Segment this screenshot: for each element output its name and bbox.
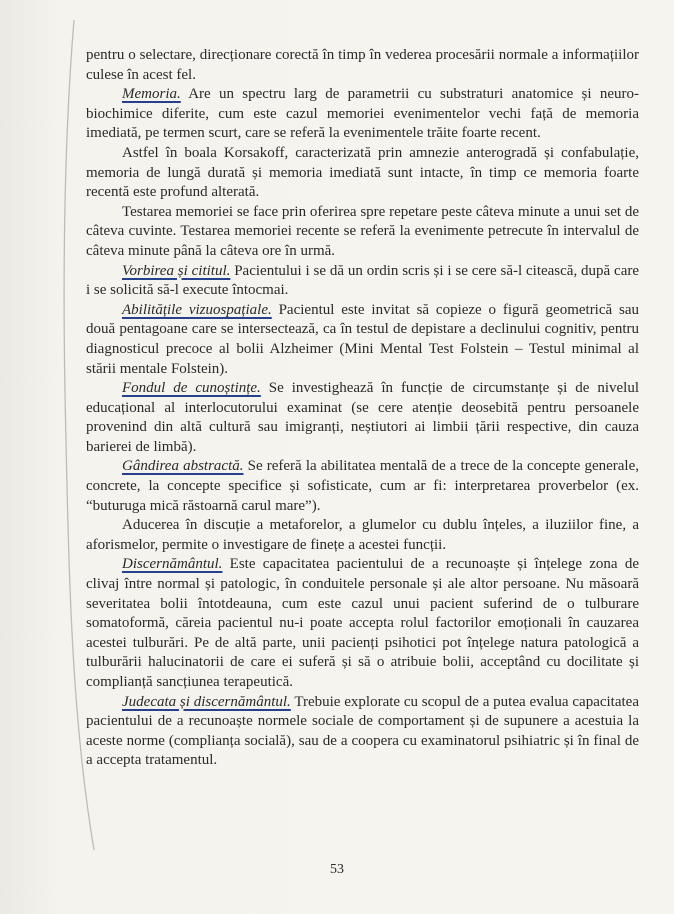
term-judecata: Judecata și discernământul.	[122, 693, 291, 710]
paragraph-gandirea	[86, 457, 639, 516]
paragraph-abilitati	[86, 301, 639, 379]
paragraph-text: Se investighează în funcție de circumstanțe și de nivelul educațional al interlocutorului examinat (se cere atenție deosebită pentru persoanele provenind din altă cultură sau imigranți, neștiutori ai limbii țării respective, din cauza barierei de limbă).	[86, 380, 639, 455]
paragraph-korsakoff	[86, 144, 639, 203]
paragraph-continuation	[86, 46, 639, 85]
paragraph-aducerea	[86, 516, 639, 555]
paragraph-text: Se referă la abilitatea mentală de a trece de la concepte generale, concrete, la concepte specifice și sofisticate, cum ar fi: interpretarea proverbelor (ex. “buturuga mică răstoarnă carul mare”).	[86, 458, 639, 514]
paragraph-text: Are un spectru larg de parametrii cu substraturi anatomice și neuro-biochimice diferite, cum este cazul memoriei evenimentelor vechi față de memoria imediată, pe termen scurt, care se referă la evenimentele trăite foarte recent.	[86, 86, 639, 142]
paragraph-text: Trebuie explorate cu scopul de a putea evalua capacitatea pacientului de a recunoaște normele sociale de comportament și de supunere a acestuia la aceste norme (complianța socială), sau de a coopera cu examinatorul psihiatric și în final de a accepta tratamentul.	[86, 693, 639, 769]
paragraph-text: Aducerea în discuție a metaforelor, a glumelor cu dublu înțeles, a iluziilor fine, a aforismelor, permite o investigare de finețe a acestei funcții.	[86, 517, 639, 553]
term-vorbirea: Vorbirea și cititul.	[122, 262, 231, 279]
term-fondul: Fondul de cunoștințe.	[122, 380, 261, 397]
paragraph-text: Pacientului i se dă un ordin scris și i se cere să-l citească, după care i se solicită să-l execute întocmai.	[86, 262, 640, 299]
term-discernamantul: Discernământul.	[122, 556, 223, 573]
term-gandirea: Gândirea abstractă.	[122, 458, 244, 475]
paragraph-text: Testarea memoriei se face prin oferirea spre repetare peste câteva minute a unui set de câteva cuvinte. Testarea memoriei recente se referă la evenimente petrecute în intervalul de câteva minute până la câteva ore în urmă.	[86, 203, 639, 259]
body-text	[86, 46, 639, 771]
paragraph-vorbirea	[86, 262, 639, 301]
term-memoria: Memoria.	[122, 86, 181, 103]
paragraph-testarea-memoriei	[86, 203, 639, 262]
paragraph-text: pentru o selectare, direcționare corectă în timp în vederea procesării normale a informațiilor culese în acest fel.	[86, 47, 639, 83]
paragraph-discernamantul	[86, 555, 639, 692]
paragraph-text: Astfel în boala Korsakoff, caracterizată prin amnezie anterogradă și confabulație, memoria de lungă durată și memoria imediată sunt intacte, în timp ce memoria foarte recentă este profund alterată.	[86, 144, 639, 201]
paragraph-text: Pacientul este invitat să copieze o figură geometrică sau două pentagoane care se intersectează, ca în testul de depistare a declinului cognitiv, pentru diagnosticul precoce al bolii Alzheimer (Mini Mental Test Folstein – Testul minimal al stării mentale Folstein).	[86, 301, 639, 377]
term-abilitati: Abilitățile vizuospațiale.	[122, 301, 272, 318]
page-number: 53	[330, 862, 344, 877]
paragraph-fondul	[86, 379, 639, 457]
paragraph-text: Este capacitatea pacientului de a recunoaște și înțelege zona de clivaj între normal și patologic, în conduitele personale și ale altor persoane. Nu măsoară severitatea bolii întotdeauna, cum este cazul unui pacient suferind de o tulburare somatoformă, căreia pacientul nu-i poate accepta rolul factorilor emoționali în cauzarea acestei tulburări. Pe de altă parte, unii pacienți psihotici pot înțelege natura patologică a tulburării halucinatorii de care ei suferă și să o atribuie bolii, acceptând cu docilitate și complianță sancțiunea terapeutică.	[86, 556, 639, 690]
paragraph-memoria	[86, 85, 639, 144]
paragraph-judecata	[86, 693, 639, 771]
